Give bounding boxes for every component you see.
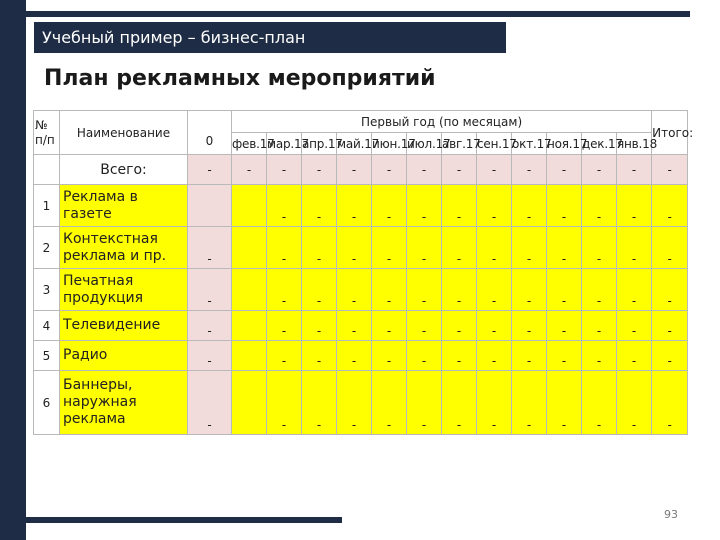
value-cell: - (442, 311, 477, 341)
value-cell: - (512, 371, 547, 435)
table-row (34, 341, 688, 371)
row-name: Радио (60, 341, 188, 371)
total-cell: - (547, 155, 582, 185)
month-header: янв.18 (617, 133, 652, 155)
value-cell: - (372, 311, 407, 341)
value-cell: - (512, 185, 547, 227)
value-cell: - (302, 185, 337, 227)
value-cell: - (407, 269, 442, 311)
left-accent-bar (0, 0, 26, 540)
month-header: сен.17 (477, 133, 512, 155)
value-cell: - (582, 269, 617, 311)
col-header-zero: 0 (188, 111, 232, 155)
value-cell: - (407, 185, 442, 227)
row-number: 1 (34, 185, 60, 227)
value-cell: - (372, 185, 407, 227)
month-header: ноя.17 (547, 133, 582, 155)
value-cell: - (617, 185, 652, 227)
total-cell: - (652, 371, 688, 435)
total-row-number (34, 155, 60, 185)
col-header-number: № п/п (34, 111, 60, 155)
value-cell: - (188, 269, 232, 311)
month-header: июн.17 (372, 133, 407, 155)
total-cell: - (407, 155, 442, 185)
month-header: апр.17 (302, 133, 337, 155)
row-name: Контекстная реклама и пр. (60, 227, 188, 269)
total-cell: - (477, 155, 512, 185)
col-header-name: Наименование (60, 111, 188, 155)
month-header: фев.17 (232, 133, 267, 155)
value-cell: - (337, 269, 372, 311)
total-cell: - (337, 155, 372, 185)
value-cell: - (407, 311, 442, 341)
total-row-label: Всего: (60, 155, 188, 185)
value-cell: - (407, 371, 442, 435)
value-cell: - (442, 371, 477, 435)
value-cell: - (617, 341, 652, 371)
month-header: окт.17 (512, 133, 547, 155)
value-cell: - (337, 185, 372, 227)
value-cell: - (582, 185, 617, 227)
value-cell: - (477, 341, 512, 371)
row-number: 4 (34, 311, 60, 341)
value-cell: - (582, 311, 617, 341)
value-cell: - (267, 341, 302, 371)
value-cell: - (337, 311, 372, 341)
value-cell: - (337, 371, 372, 435)
value-cell: - (267, 311, 302, 341)
value-cell (232, 311, 267, 341)
header-title: Учебный пример – бизнес-план (42, 28, 306, 47)
value-cell: - (582, 341, 617, 371)
value-cell: - (267, 371, 302, 435)
row-name: Телевидение (60, 311, 188, 341)
value-cell: - (477, 269, 512, 311)
total-cell: - (302, 155, 337, 185)
value-cell: - (547, 185, 582, 227)
total-cell: - (582, 155, 617, 185)
value-cell: - (302, 269, 337, 311)
total-cell: - (512, 155, 547, 185)
value-cell: - (477, 371, 512, 435)
value-cell: - (372, 227, 407, 269)
value-cell: - (512, 269, 547, 311)
month-header: май.17 (337, 133, 372, 155)
value-cell (232, 185, 267, 227)
value-cell: - (302, 371, 337, 435)
value-cell (232, 371, 267, 435)
value-cell: - (547, 269, 582, 311)
value-cell: - (372, 371, 407, 435)
value-cell (232, 227, 267, 269)
total-cell: - (652, 185, 688, 227)
value-cell: - (188, 311, 232, 341)
row-name: Реклама в газете (60, 185, 188, 227)
value-cell: - (267, 227, 302, 269)
top-divider (26, 11, 690, 17)
total-cell: - (442, 155, 477, 185)
value-cell: - (442, 227, 477, 269)
value-cell (188, 185, 232, 227)
value-cell: - (442, 341, 477, 371)
value-cell: - (547, 311, 582, 341)
row-name: Баннеры, наружная реклама (60, 371, 188, 435)
value-cell: - (302, 341, 337, 371)
value-cell: - (407, 341, 442, 371)
value-cell: - (477, 185, 512, 227)
advertising-plan-table (33, 110, 694, 435)
value-cell: - (547, 227, 582, 269)
value-cell: - (582, 371, 617, 435)
row-number: 6 (34, 371, 60, 435)
value-cell: - (512, 311, 547, 341)
month-header: дек.17 (582, 133, 617, 155)
total-cell: - (267, 155, 302, 185)
value-cell: - (302, 227, 337, 269)
slide-title: План рекламных мероприятий (44, 66, 436, 91)
value-cell: - (372, 341, 407, 371)
value-cell: - (442, 269, 477, 311)
page-number: 93 (664, 508, 678, 521)
value-cell: - (442, 185, 477, 227)
value-cell: - (188, 341, 232, 371)
value-cell: - (617, 311, 652, 341)
value-cell: - (617, 371, 652, 435)
total-cell: - (372, 155, 407, 185)
header-banner (34, 22, 506, 53)
value-cell: - (188, 227, 232, 269)
value-cell: - (372, 269, 407, 311)
table-row (34, 185, 688, 227)
value-cell: - (547, 341, 582, 371)
row-number: 2 (34, 227, 60, 269)
month-header: авг.17 (442, 133, 477, 155)
value-cell: - (512, 341, 547, 371)
value-cell: - (477, 227, 512, 269)
value-cell (232, 341, 267, 371)
value-cell: - (188, 371, 232, 435)
value-cell: - (337, 341, 372, 371)
value-cell (232, 269, 267, 311)
value-cell: - (512, 227, 547, 269)
value-cell: - (582, 227, 617, 269)
col-header-total: Итого: (652, 111, 688, 155)
month-header: июл.17 (407, 133, 442, 155)
row-name: Печатная продукция (60, 269, 188, 311)
value-cell: - (617, 269, 652, 311)
period-header: Первый год (по месяцам) (232, 111, 652, 133)
value-cell: - (267, 185, 302, 227)
month-header: мар.17 (267, 133, 302, 155)
value-cell: - (407, 227, 442, 269)
value-cell: - (617, 227, 652, 269)
total-cell: - (617, 155, 652, 185)
total-cell: - (652, 311, 688, 341)
table-row (34, 227, 688, 269)
total-cell: - (652, 269, 688, 311)
bottom-divider (26, 517, 342, 523)
total-cell: - (652, 341, 688, 371)
value-cell: - (302, 311, 337, 341)
value-cell: - (267, 269, 302, 311)
row-number: 3 (34, 269, 60, 311)
table-row (34, 269, 688, 311)
total-cell: - (232, 155, 267, 185)
value-cell: - (547, 371, 582, 435)
total-cell: - (652, 227, 688, 269)
value-cell: - (477, 311, 512, 341)
table-row (34, 311, 688, 341)
table-row (34, 371, 688, 435)
value-cell: - (337, 227, 372, 269)
total-cell: - (652, 155, 688, 185)
row-number: 5 (34, 341, 60, 371)
total-cell: - (188, 155, 232, 185)
